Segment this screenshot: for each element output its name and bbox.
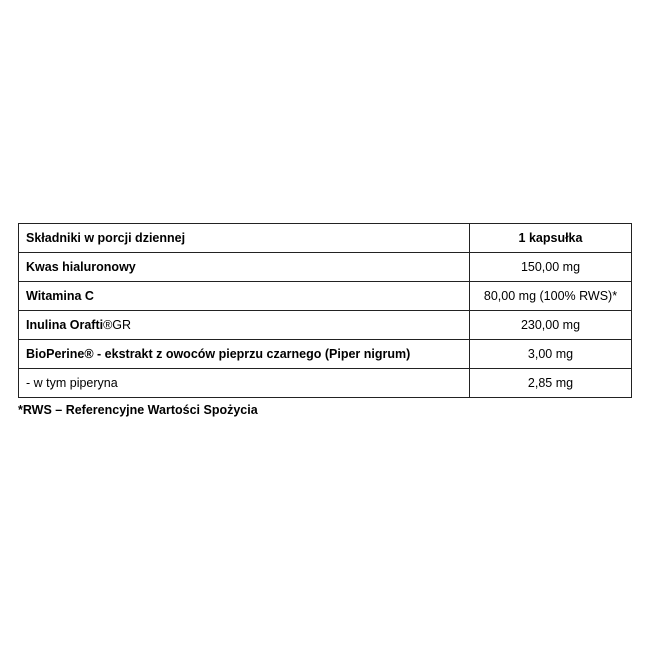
ingredients-table xyxy=(18,223,632,398)
rws-footnote: *RWS – Referencyjne Wartości Spożycia xyxy=(18,403,258,417)
table-row xyxy=(19,340,632,369)
table-header-row xyxy=(19,224,632,253)
table-row xyxy=(19,253,632,282)
ingredient-name xyxy=(19,369,470,398)
table-row xyxy=(19,311,632,340)
ingredient-name-text: BioPerine xyxy=(26,347,85,361)
ingredient-name xyxy=(19,282,470,311)
ingredient-amount: 2,85 mg xyxy=(470,369,632,398)
header-serving: 1 kapsułka xyxy=(470,224,632,253)
ingredient-name xyxy=(19,340,470,369)
ingredient-name-text: - w tym piperyna xyxy=(26,376,118,390)
ingredient-amount: 150,00 mg xyxy=(470,253,632,282)
ingredient-amount: 3,00 mg xyxy=(470,340,632,369)
ingredient-name-text: Inulina Orafti xyxy=(26,318,104,332)
ingredient-name-text: Kwas hialuronowy xyxy=(26,260,136,274)
table-row xyxy=(19,369,632,398)
ingredient-name-text: Witamina C xyxy=(26,289,94,303)
ingredient-name-suffix: ®GR xyxy=(103,318,132,332)
ingredient-name xyxy=(19,253,470,282)
ingredient-amount: 80,00 mg (100% RWS)* xyxy=(470,282,632,311)
ingredient-amount: 230,00 mg xyxy=(470,311,632,340)
ingredient-name xyxy=(19,311,470,340)
header-ingredients: Składniki w porcji dziennej xyxy=(19,224,470,253)
ingredient-name-suffix: ® - ekstrakt z owoców pieprzu czarnego (Piper nigrum) xyxy=(84,347,411,361)
table-row xyxy=(19,282,632,311)
